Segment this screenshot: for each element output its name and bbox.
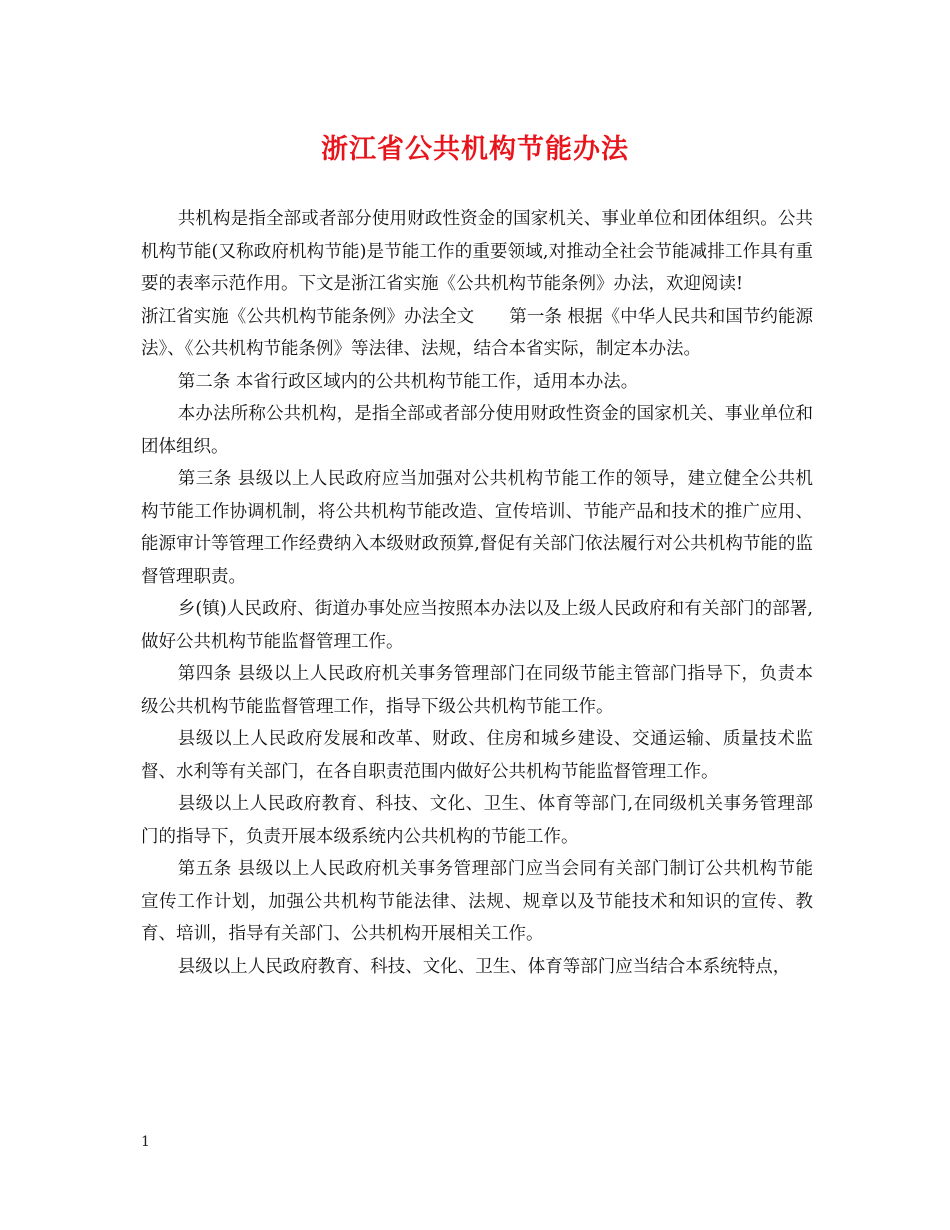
paragraph-article-4: 第四条 县级以上人民政府机关事务管理部门在同级节能主管部门指导下，负责本级公共机构节能监督管理工作，指导下级公共机构节能工作。 xyxy=(141,664,813,717)
paragraph-intro: 共机构是指全部或者部分使用财政性资金的国家机关、事业单位和团体组织。公共机构节能(又称政府机构节能)是节能工作的重要领域,对推动全社会节能减排工作具有重要的表率示范作用。下文是浙江省实施《公共机构节能条例》办法，欢迎阅读! xyxy=(141,209,813,294)
paragraph-article-4-education: 县级以上人民政府教育、科技、文化、卫生、体育等部门,在同级机关事务管理部门的指导下，负责开展本级系统内公共机构的节能工作。 xyxy=(141,794,813,847)
paragraph-article-2: 第二条 本省行政区域内的公共机构节能工作，适用本办法。 xyxy=(177,371,639,392)
paragraph-article-3-township: 乡(镇)人民政府、街道办事处应当按照本办法以及上级人民政府和有关部门的部署,做好公共机构节能监督管理工作。 xyxy=(141,599,813,652)
paragraph-article-2-definition: 本办法所称公共机构，是指全部或者部分使用财政性资金的国家机关、事业单位和团体组织。 xyxy=(141,404,813,457)
paragraph-article-5-continued: 县级以上人民政府教育、科技、文化、卫生、体育等部门应当结合本系统特点， xyxy=(177,956,791,977)
paragraph-article-5: 第五条 县级以上人民政府机关事务管理部门应当会同有关部门制订公共机构节能宣传工作计划，加强公共机构节能法律、法规、规章以及节能技术和知识的宣传、教育、培训，指导有关部门、公共机构开展相关工作。 xyxy=(141,859,813,944)
document-title: 浙江省公共机构节能办法 xyxy=(321,134,629,165)
page-number: 1 xyxy=(141,1134,150,1150)
paragraph-article-4-departments: 县级以上人民政府发展和改革、财政、住房和城乡建设、交通运输、质量技术监督、水利等有关部门，在各自职责范围内做好公共机构节能监督管理工作。 xyxy=(141,729,813,782)
paragraph-article-3: 第三条 县级以上人民政府应当加强对公共机构节能工作的领导，建立健全公共机构节能工作协调机制，将公共机构节能改造、宣传培训、节能产品和技术的推广应用、能源审计等管理工作经费纳入本级财政预算,督促有关部门依法履行对公共机构节能的监督管理职责。 xyxy=(141,469,813,587)
document-body xyxy=(141,203,813,983)
paragraph-article-1: 浙江省实施《公共机构节能条例》办法全文 第一条 根据《中华人民共和国节约能源法》、《公共机构节能条例》等法律、法规，结合本省实际，制定本办法。 xyxy=(141,306,813,359)
